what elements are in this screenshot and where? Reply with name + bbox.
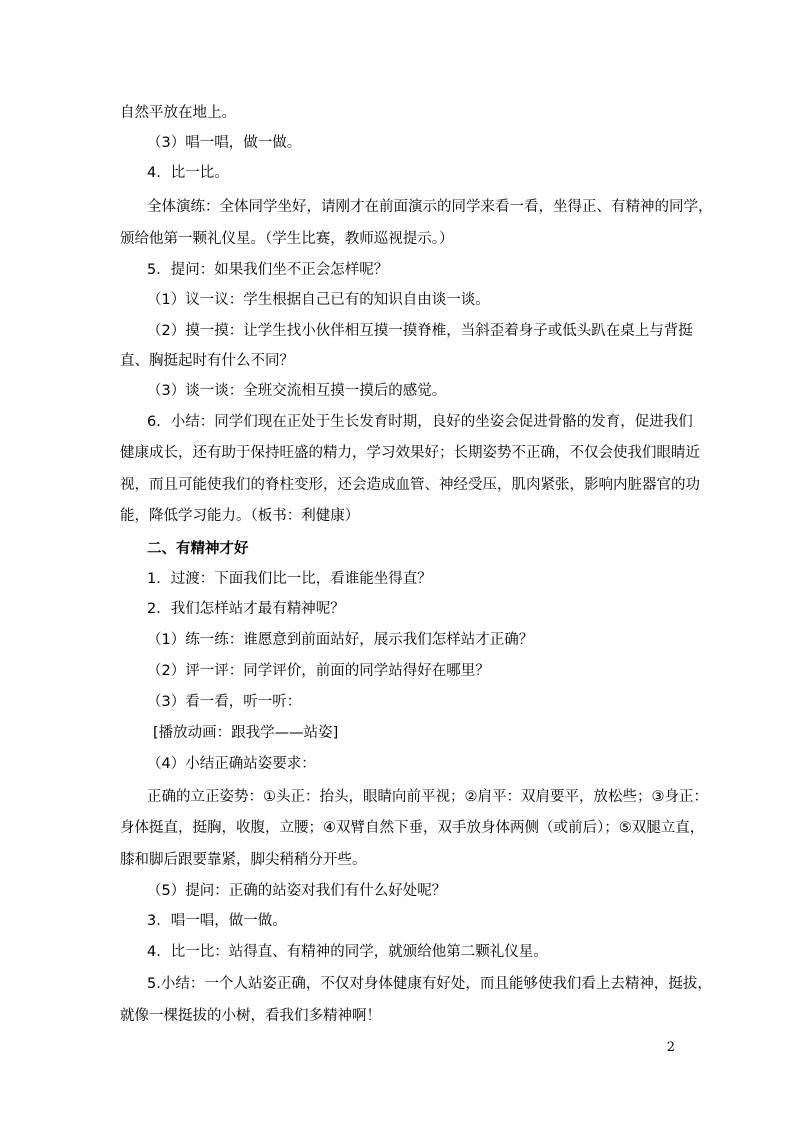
text-line: （3）唱一唱，做一做。 bbox=[147, 135, 302, 151]
text-line: （3）谈一谈：全班交流相互摸一摸后的感觉。 bbox=[147, 383, 447, 399]
text-line: 视，而且可能使我们的脊柱变形，还会造成血管、神经受压，肌肉紧张，影响内脏器官的功 bbox=[120, 477, 700, 493]
text-line: 身体挺直，挺胸，收腹，立腰；④双臂自然下垂，双手放身体两侧（或前后）；⑤双腿立直， bbox=[120, 820, 705, 836]
text-line: 2．我们怎样站才最有精神呢？ bbox=[147, 601, 345, 617]
text-line: （2）摸一摸：让学生找小伙伴相互摸一摸脊椎，当斜歪着身子或低头趴在桌上与背挺 bbox=[147, 323, 693, 339]
text-line: 正确的立正姿势：①头正：抬头，眼睛向前平视；②肩平：双肩要平，放松些；③身正： bbox=[147, 789, 708, 805]
page-number: 2 bbox=[666, 1040, 675, 1055]
text-line: [播放动画：跟我学——站姿] bbox=[153, 725, 339, 741]
text-line: （1）议一议：学生根据自己已有的知识自由谈一谈。 bbox=[147, 292, 490, 308]
text-line: （1）练一练：谁愿意到前面站好，展示我们怎样站才正确？ bbox=[147, 632, 534, 648]
text-line: 4．比一比：站得直、有精神的同学，就颁给他第二颗礼仪星。 bbox=[147, 944, 548, 960]
text-line: 就像一棵挺拔的小树，看我们多精神啊！ bbox=[120, 1008, 381, 1024]
text-line: （5）提问：正确的站姿对我们有什么好处呢？ bbox=[147, 883, 447, 899]
text-line: 健康成长，还有助于保持旺盛的精力，学习效果好；长期姿势不正确，不仅会使我们眼睛近 bbox=[120, 445, 700, 461]
text-line: （4）小结正确站姿要求： bbox=[147, 756, 316, 772]
text-line: 能，降低学习能力。（板书：利健康） bbox=[120, 508, 360, 524]
text-line: 5．提问：如果我们坐不正会怎样呢？ bbox=[147, 262, 389, 278]
section-heading: 二、有精神才好 bbox=[147, 541, 249, 557]
text-line: 膝和脚后跟要靠紧，脚尖稍稍分开些。 bbox=[120, 852, 367, 868]
text-line: 3．唱一唱，做一做。 bbox=[147, 913, 287, 929]
text-line: 自然平放在地上。 bbox=[120, 105, 236, 121]
text-line: （3）看一看，听一听： bbox=[147, 694, 302, 710]
text-line: 颁给他第一颗礼仪星。（学生比赛，教师巡视提示。） bbox=[120, 231, 454, 247]
text-line: 1．过渡：下面我们比一比，看谁能坐得直？ bbox=[147, 571, 432, 587]
text-line: 6．小结：同学们现在正处于生长发育时期，良好的坐姿会促进骨骼的发育，促进我们 bbox=[147, 414, 693, 430]
text-line: 4．比一比。 bbox=[147, 165, 229, 181]
text-line: 直、胸挺起时有什么不同？ bbox=[120, 353, 294, 369]
text-line: 全体演练：全体同学坐好，请刚才在前面演示的同学来看一看，坐得正、有精神的同学， bbox=[147, 199, 713, 215]
text-line: （2）评一评：同学评价，前面的同学站得好在哪里？ bbox=[147, 663, 490, 679]
text-line: 5.小结：一个人站姿正确，不仅对身体健康有好处，而且能够使我们看上去精神，挺拔， bbox=[147, 976, 712, 992]
